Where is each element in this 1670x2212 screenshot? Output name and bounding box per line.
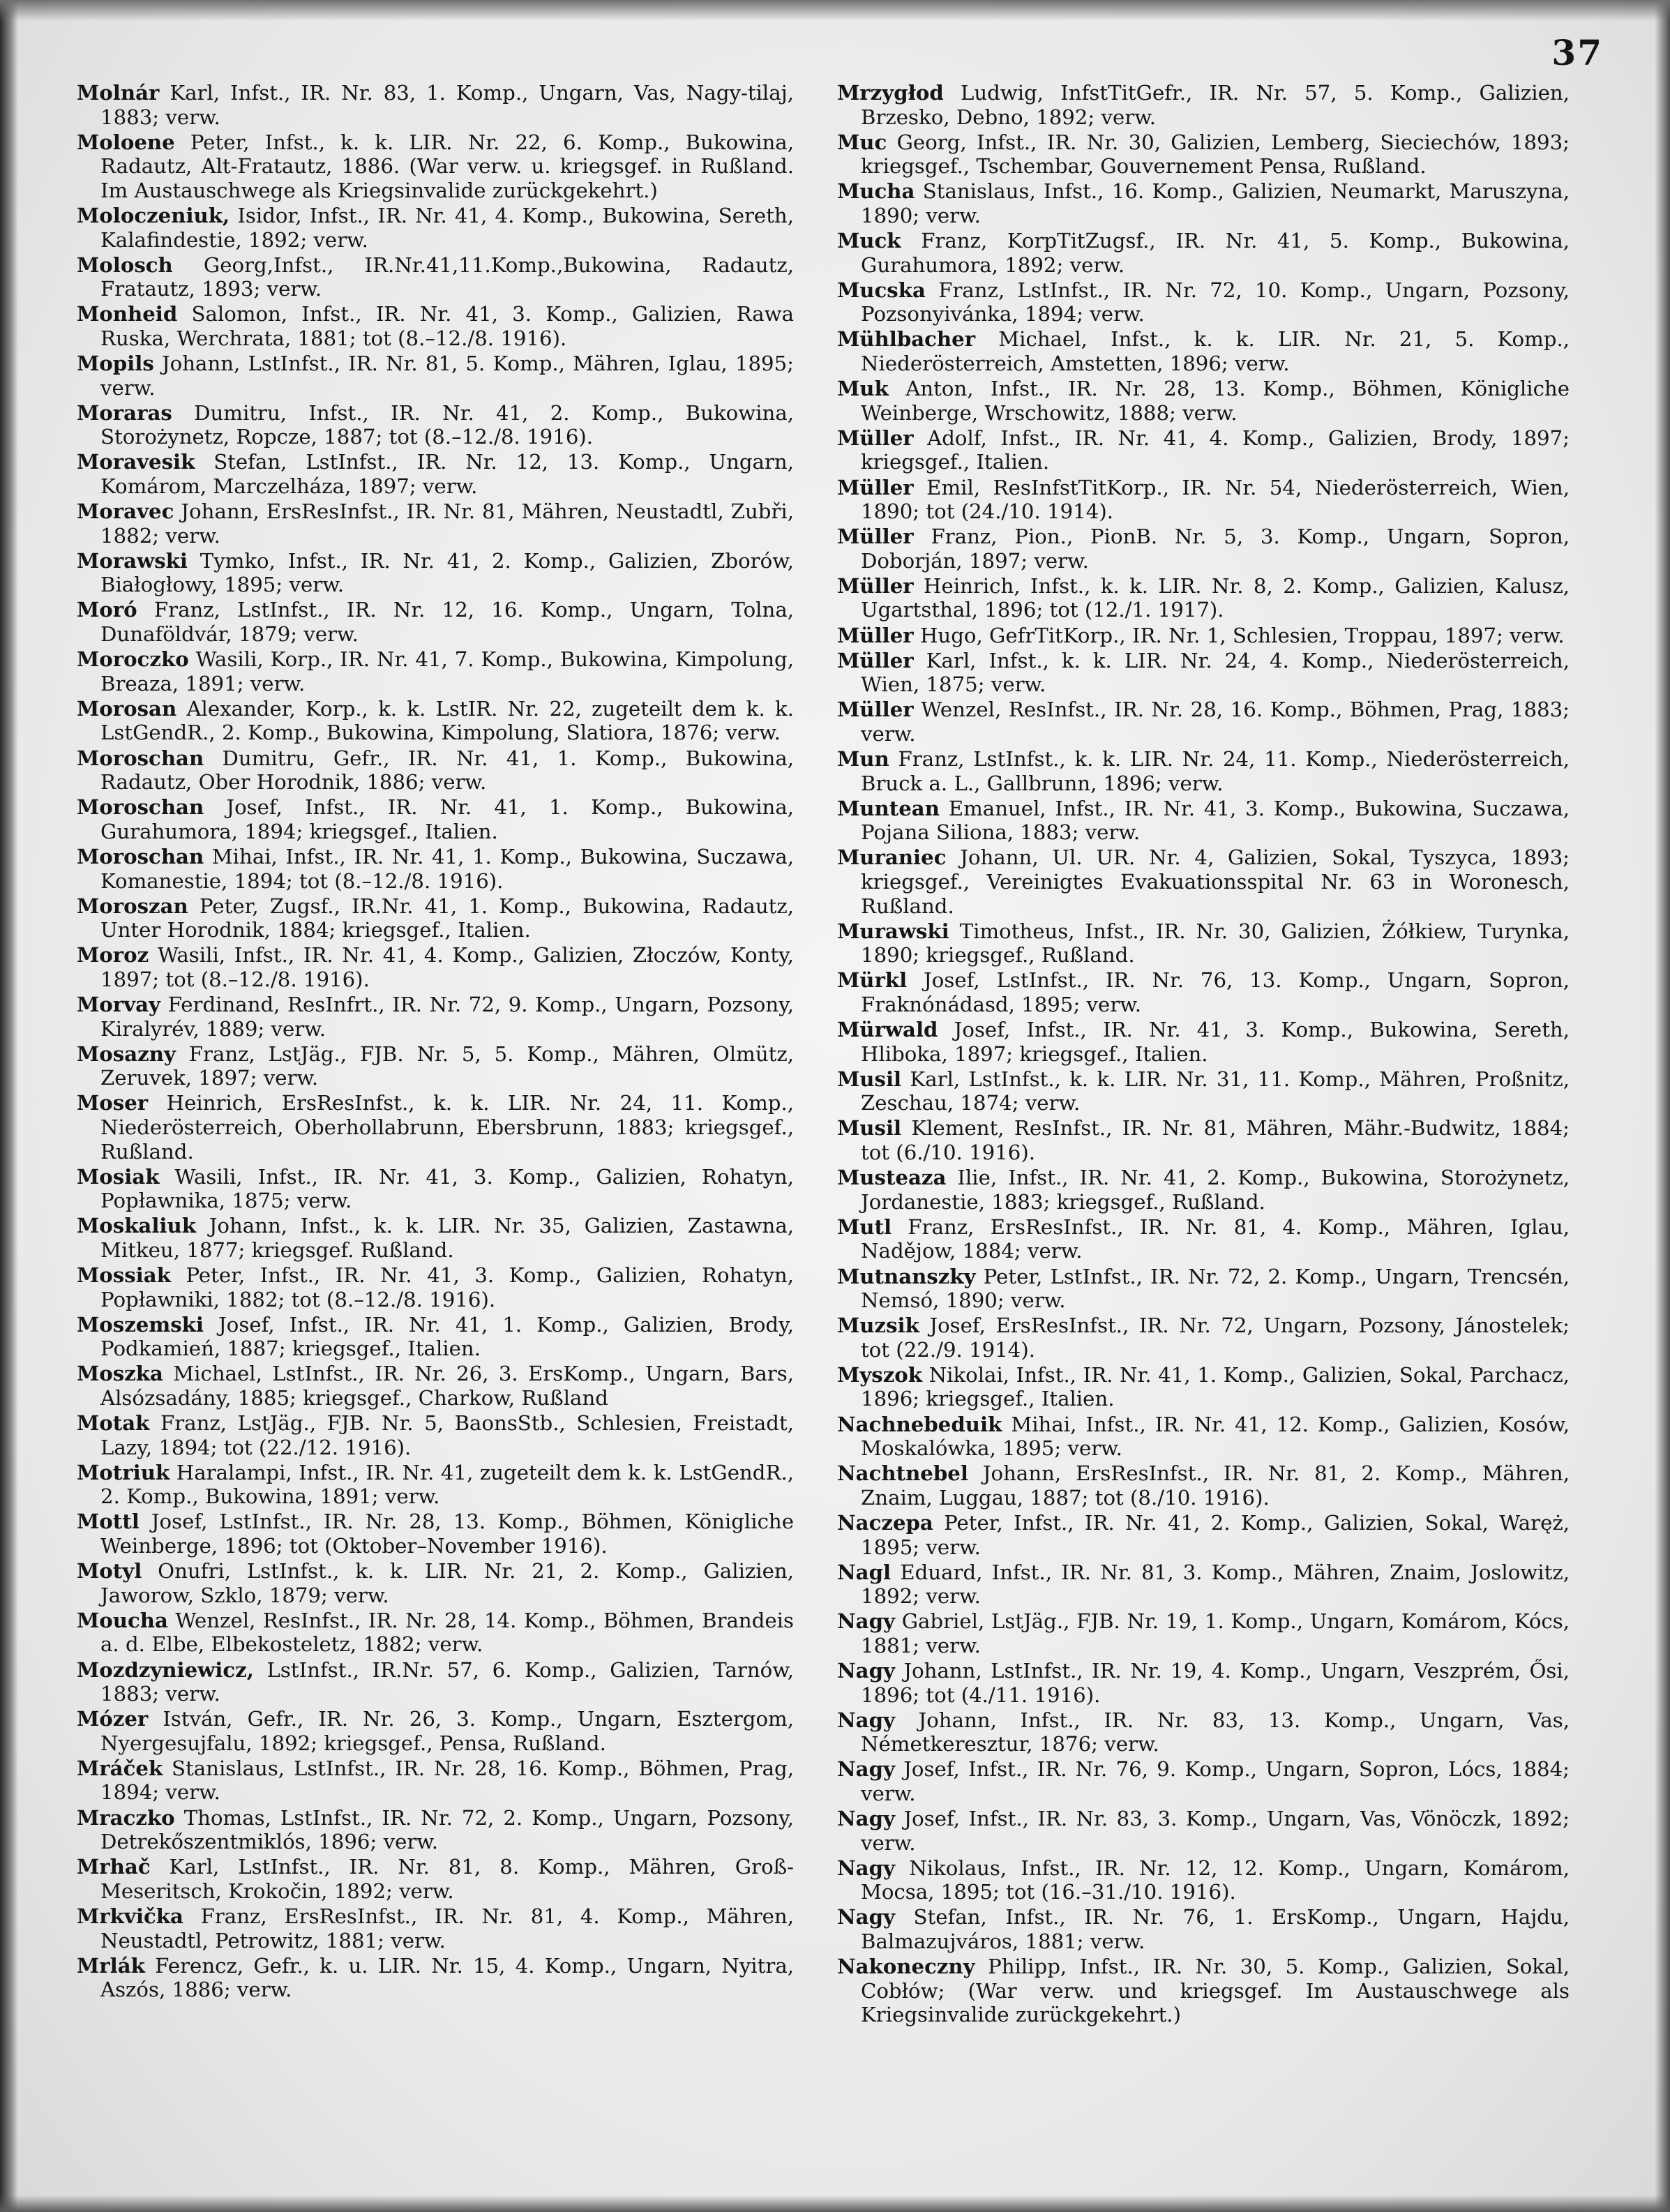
list-item [837,1363,1570,1411]
entry-surname: Musteaza [837,1166,947,1190]
entry-details: Philipp, Infst., IR. Nr. 30, 5. Komp., Galizien, Sokal, Cobłów; (War verw. und kriegsgef. Im Austauschwege als Kriegsinvalide zurückgekehrt.) [861,1955,1570,2027]
entry-details: Emanuel, Infst., IR. Nr. 41, 3. Komp., Bukowina, Suczawa, Pojana Siliona, 1883; verw. [861,796,1570,845]
list-item [77,993,794,1041]
entry-details: Johann, Ul. UR. Nr. 4, Galizien, Sokal, Tyszyca, 1893; kriegsgef., Vereinigtes Evakuationsspital Nr. 63 in Woronesch, Rußland. [861,845,1570,918]
entry-details: Klement, ResInfst., IR. Nr. 81, Mähren, Mähr.-Budwitz, 1884; tot (6./10. 1916). [861,1116,1570,1165]
entry-surname: Murawski [837,919,949,943]
entry-surname: Nagl [837,1560,892,1584]
right-column [837,81,1570,2028]
entry-surname: Müller [837,475,914,499]
list-item [837,1067,1570,1115]
entry-details: Michael, LstInfst., IR. Nr. 26, 3. ErsKomp., Ungarn, Bars, Alsózsadány, 1885; kriegsgef., Charkow, Rußland [100,1362,794,1410]
list-item [77,1954,794,2002]
entry-surname: Nagy [837,1856,895,1880]
list-item [77,1806,794,1854]
entry-details: Thomas, LstInfst., IR. Nr. 72, 2. Komp., Ungarn, Pozsony, Detrekőszentmiklós, 1896; verw. [100,1805,795,1854]
entry-details: Stanislaus, Infst., 16. Komp., Galizien, Neumarkt, Maruszyna, 1890; verw. [861,179,1570,227]
list-item [837,1215,1570,1263]
list-item [837,1461,1570,1510]
entry-surname: Mraczko [77,1805,175,1830]
entry-details: Franz, ErsResInfst., IR. Nr. 81, 4. Komp., Mähren, Iglau, Nadějow, 1884; verw. [861,1214,1570,1263]
entry-details: Hugo, GefrTitKorp., IR. Nr. 1, Schlesien, Troppau, 1897; verw. [919,623,1565,647]
entry-details: Mihai, Infst., IR. Nr. 41, 1. Komp., Bukowina, Suczawa, Komanestie, 1894; tot (8.–12./8. 1916). [100,844,795,893]
entry-details: Josef, Infst., IR. Nr. 41, 1. Komp., Galizien, Brody, Podkamień, 1887; kriegsgef., Italien. [100,1312,795,1361]
entry-surname: Mosazny [77,1041,176,1066]
list-item [837,179,1570,227]
entry-details: Timotheus, Infst., IR. Nr. 30, Galizien, Żółkiew, Turynka, 1890; kriegsgef., Rußland. [861,919,1570,968]
entry-surname: Mózer [77,1707,149,1731]
entry-surname: Motyl [77,1559,142,1583]
entry-surname: Moskaliuk [77,1214,196,1238]
entry-surname: Moser [77,1091,149,1115]
entry-surname: Mosiak [77,1164,160,1189]
scan-edge-top [0,0,1670,21]
entry-surname: Moravesik [77,450,195,474]
entry-surname: Mühlbacher [837,327,976,352]
list-item [837,377,1570,425]
entry-surname: Nachnebeduik [837,1412,1002,1436]
entry-surname: Musil [837,1067,902,1091]
entry-surname: Moucha [77,1608,168,1632]
entry-details: Franz, LstJäg., FJB. Nr. 5, 5. Komp., Mähren, Olmütz, Zeruvek, 1897; verw. [100,1041,795,1090]
entry-details: Dumitru, Gefr., IR. Nr. 41, 1. Komp., Bukowina, Radautz, Ober Horodnik, 1886; verw. [100,746,794,795]
entry-surname: Muraniec [837,845,947,870]
list-item [77,1855,794,1903]
entry-surname: Moroschan [77,795,204,820]
list-item [77,1756,794,1805]
entry-surname: Nagy [837,1905,895,1929]
entry-details: Gabriel, LstJäg., FJB. Nr. 19, 1. Komp., Ungarn, Komárom, Kócs, 1881; verw. [861,1609,1570,1657]
entry-details: Wasili, Korp., IR. Nr. 41, 7. Komp., Bukowina, Kimpolung, Breaza, 1891; verw. [100,647,795,695]
list-item [837,968,1570,1016]
entry-details: Josef, Infst., IR. Nr. 76, 9. Komp., Ungarn, Sopron, Lócs, 1884; verw. [861,1757,1570,1805]
list-item [77,845,794,893]
list-item [77,1609,794,1657]
entry-surname: Mozdzyniewicz, [77,1657,254,1682]
list-item [837,278,1570,326]
list-item [77,81,794,129]
list-item [837,574,1570,622]
entry-surname: Muntean [837,796,940,820]
list-item [77,1313,794,1361]
list-item [77,746,794,795]
list-item [77,795,794,843]
list-item [77,499,794,548]
list-item [77,943,794,991]
list-item [837,1757,1570,1805]
entry-surname: Müller [837,648,914,672]
entry-surname: Müller [837,698,914,722]
entry-details: Josef, Infst., IR. Nr. 41, 3. Komp., Bukowina, Sereth, Hliboka, 1897; kriegsgef., Italien. [861,1018,1570,1066]
entry-details: Stefan, LstInfst., IR. Nr. 12, 13. Komp., Ungarn, Komárom, Marczelháza, 1897; verw. [100,450,794,498]
entry-details: Karl, LstInfst., IR. Nr. 81, 8. Komp., Mähren, Groß-Meseritsch, Krokočin, 1892; verw. [100,1855,795,1903]
entry-surname: Nagy [837,1757,895,1782]
entry-details: Georg,Infst., IR.Nr.41,11.Komp.,Bukowina, Radautz, Fratautz, 1893; verw. [100,253,794,301]
list-item [77,1214,794,1262]
list-item [837,476,1570,524]
entry-surname: Müller [837,426,914,450]
entry-surname: Mutnanszky [837,1264,976,1288]
entry-details: Ilie, Infst., IR. Nr. 41, 2. Komp., Bukowina, Storożynetz, Jordanestie, 1883; kriegsgef., Rußland. [861,1166,1570,1214]
list-item [837,1560,1570,1609]
entry-details: LstInfst., IR.Nr. 57, 6. Komp., Galizien, Tarnów, 1883; verw. [100,1657,794,1706]
entry-surname: Nachtnebel [837,1461,968,1486]
entry-details: Isidor, Infst., IR. Nr. 41, 4. Komp., Bukowina, Sereth, Kalafindestie, 1892; verw. [100,203,794,252]
list-item [77,302,794,350]
entry-details: Johann, Infst., IR. Nr. 83, 13. Komp., Ungarn, Vas, Németkeresztur, 1876; verw. [861,1708,1570,1756]
entry-details: Heinrich, Infst., k. k. LIR. Nr. 8, 2. Komp., Galizien, Kalusz, Ugartsthal, 1896; tot (12./1. 1917). [861,573,1570,622]
entry-surname: Mráček [77,1756,163,1780]
entry-details: Nikolaus, Infst., IR. Nr. 12, 12. Komp., Ungarn, Komárom, Mocsa, 1895; tot (16.–31./10. 1916). [861,1856,1570,1904]
entry-details: Georg, Infst., IR. Nr. 30, Galizien, Lemberg, Sieciechów, 1893; kriegsgef., Tschembar, Gouvernement Pensa, Rußland. [861,130,1570,179]
entry-details: Karl, LstInfst., k. k. LIR. Nr. 31, 11. Komp., Mähren, Proßnitz, Zeschau, 1874; verw. [861,1067,1570,1115]
entry-surname: Muc [837,130,887,154]
entry-surname: Mucska [837,278,926,302]
list-item [837,130,1570,179]
entry-surname: Myszok [837,1362,922,1387]
list-item [837,229,1570,277]
list-item [837,525,1570,573]
entry-surname: Morvay [77,992,160,1016]
list-item [837,426,1570,474]
entry-details: Johann, Infst., k. k. LIR. Nr. 35, Galizien, Zastawna, Mitkeu, 1877; kriegsgef. Rußland. [100,1214,794,1262]
entry-details: Heinrich, ErsResInfst., k. k. LIR. Nr. 24, 11. Komp., Niederösterreich, Oberhollabrunn, Ebersbrunn, 1883; kriegsgef., Rußland. [100,1091,795,1164]
entry-details: Franz, LstInfst., IR. Nr. 72, 10. Komp., Ungarn, Pozsony, Pozsonyivánka, 1894; verw. [861,278,1570,326]
list-item [837,1955,1570,2027]
entry-surname: Naczepa [837,1510,933,1535]
entry-surname: Musil [837,1116,902,1141]
entry-surname: Moroschan [77,746,204,770]
list-item [837,1116,1570,1164]
entry-surname: Moszka [77,1362,163,1386]
entry-surname: Nakoneczny [837,1955,975,1979]
list-item [837,1511,1570,1559]
entry-surname: Moroz [77,943,149,968]
list-item [837,1659,1570,1707]
list-item [77,352,794,400]
list-item [837,845,1570,918]
entry-details: Franz, LstInfst., k. k. LIR. Nr. 24, 11. Komp., Niederösterreich, Bruck a. L., Gallbrunn, 1896; verw. [861,747,1570,795]
list-item [77,1165,794,1213]
scan-edge-bottom [0,2195,1670,2212]
entry-details: Franz, ErsResInfst., IR. Nr. 81, 4. Komp., Mähren, Neustadtl, Petrowitz, 1881; verw. [100,1904,794,1953]
entry-surname: Nagy [837,1659,895,1683]
entry-surname: Mrzygłod [837,81,944,105]
list-item [77,1091,794,1164]
entry-details: Stefan, Infst., IR. Nr. 76, 1. ErsKomp., Ungarn, Hajdu, Balmazujváros, 1881; verw. [861,1905,1570,1954]
entry-surname: Moroschan [77,844,204,868]
list-item [77,253,794,301]
entry-surname: Motak [77,1411,150,1436]
list-item [837,1314,1570,1362]
entry-details: Franz, LstInfst., IR. Nr. 12, 16. Komp., Ungarn, Tolna, Dunaföldvár, 1879; verw. [100,598,794,647]
list-item [77,401,794,449]
entry-surname: Muk [837,377,889,401]
entry-surname: Moravec [77,499,174,524]
list-item [837,1166,1570,1214]
list-item [77,1461,794,1509]
entry-surname: Mottl [77,1510,140,1534]
list-item [837,327,1570,375]
entry-surname: Mürkl [837,968,908,993]
list-item [77,697,794,745]
entry-details: Peter, Infst., k. k. LIR. Nr. 22, 6. Komp., Bukowina, Radautz, Alt-Fratautz, 1886. (War verw. u. kriegsgef. in Rußland. Im Austauschwege als Kriegsinvalide zurückgekehrt.) [100,130,794,202]
entry-details: Peter, Infst., IR. Nr. 41, 2. Komp., Galizien, Sokal, Waręż, 1895; verw. [861,1510,1570,1559]
entry-surname: Moraras [77,400,172,425]
list-item [77,1559,794,1607]
entry-details: Stanislaus, LstInfst., IR. Nr. 28, 16. Komp., Böhmen, Prag, 1894; verw. [100,1756,794,1805]
entry-surname: Molnár [77,81,160,105]
entry-details: Josef, ErsResInfst., IR. Nr. 72, Ungarn, Pozsony, Jánostelek; tot (22./9. 1914). [861,1314,1570,1362]
list-item [77,1042,794,1090]
list-item [837,81,1570,129]
entry-details: Wasili, Infst., IR. Nr. 41, 3. Komp., Galizien, Rohatyn, Popławnika, 1875; verw. [100,1164,795,1213]
entry-surname: Nagy [837,1609,895,1634]
list-item [77,1707,794,1755]
list-item [837,624,1570,648]
entry-surname: Mrkvička [77,1904,183,1928]
entry-details: Franz, LstJäg., FJB. Nr. 5, BaonsStb., Schlesien, Freistadt, Lazy, 1894; tot (22./12. 1916). [100,1411,794,1459]
entry-details: Karl, Infst., IR. Nr. 83, 1. Komp., Ungarn, Vas, Nagy-tilaj, 1883; verw. [100,81,794,129]
list-item [837,1856,1570,1904]
list-item [837,1708,1570,1756]
entry-surname: Molosch [77,253,173,277]
entry-surname: Muzsik [837,1314,919,1338]
entry-details: István, Gefr., IR. Nr. 26, 3. Komp., Ungarn, Esztergom, Nyergesujfalu, 1892; kriegsgef., Pensa, Rußland. [100,1707,795,1755]
list-item [77,1263,794,1311]
list-item [77,1411,794,1459]
list-item [77,894,794,942]
entry-details: Johann, LstInfst., IR. Nr. 19, 4. Komp., Ungarn, Veszprém, Ősi, 1896; tot (4./11. 1916). [861,1659,1570,1707]
list-item [837,1018,1570,1066]
entry-details: Tymko, Infst., IR. Nr. 41, 2. Komp., Galizien, Zborów, Białogłowy, 1895; verw. [100,548,795,597]
entry-surname: Morosan [77,696,177,721]
entry-details: Peter, Zugsf., IR.Nr. 41, 1. Komp., Bukowina, Radautz, Unter Horodnik, 1884; kriegsgef., Italien. [100,894,794,942]
entry-surname: Morawski [77,548,188,573]
entry-surname: Mrhač [77,1855,151,1879]
entry-surname: Moró [77,598,137,622]
entry-details: Emil, ResInfstTitKorp., IR. Nr. 54, Niederösterreich, Wien, 1890; tot (24./10. 1914). [861,475,1570,524]
entry-surname: Mürwald [837,1018,938,1042]
list-item [837,919,1570,968]
entry-details: Anton, Infst., IR. Nr. 28, 13. Komp., Böhmen, Königliche Weinberge, Wrschowitz, 1888; verw. [861,377,1570,425]
entry-surname: Mopils [77,352,154,376]
list-item [837,649,1570,697]
entry-surname: Müller [837,623,914,647]
entry-surname: Mrlák [77,1953,145,1978]
entry-surname: Muck [837,229,901,253]
entry-details: Franz, Pion., PionB. Nr. 5, 3. Komp., Ungarn, Sopron, Doborján, 1897; verw. [861,525,1570,573]
list-item [77,130,794,203]
entry-details: Wenzel, ResInfst., IR. Nr. 28, 16. Komp., Böhmen, Prag, 1883; verw. [861,698,1570,746]
list-item [77,598,794,646]
left-column [77,81,794,2003]
entry-details: Josef, LstInfst., IR. Nr. 76, 13. Komp., Ungarn, Sopron, Fraknónádasd, 1895; verw. [861,968,1570,1016]
list-item [77,450,794,498]
list-item [837,1609,1570,1657]
entry-details: Michael, Infst., k. k. LIR. Nr. 21, 5. Komp., Niederösterreich, Amstetten, 1896; verw. [861,327,1570,376]
entry-surname: Moloczeniuk, [77,203,230,227]
list-item [77,1658,794,1706]
entry-surname: Müller [837,525,914,549]
list-item [837,797,1570,845]
entry-details: Franz, KorpTitZugsf., IR. Nr. 41, 5. Komp., Bukowina, Gurahumora, 1892; verw. [861,229,1570,277]
entry-details: Wasili, Infst., IR. Nr. 41, 4. Komp., Galizien, Złoczów, Konty, 1897; tot (8.–12./8. 1916). [100,943,794,991]
list-item [77,647,794,695]
entry-details: Karl, Infst., k. k. LIR. Nr. 24, 4. Komp., Niederösterreich, Wien, 1875; verw. [861,648,1570,697]
scan-edge-left [0,0,18,2212]
entry-details: Mihai, Infst., IR. Nr. 41, 12. Komp., Galizien, Kosów, Moskalówka, 1895; verw. [861,1412,1570,1461]
entry-details: Peter, LstInfst., IR. Nr. 72, 2. Komp., Ungarn, Trencsén, Nemsó, 1890; verw. [861,1264,1570,1313]
entry-details: Haralampi, Infst., IR. Nr. 41, zugeteilt dem k. k. LstGendR., 2. Komp., Bukowina, 1891; verw. [100,1460,795,1509]
entry-details: Josef, LstInfst., IR. Nr. 28, 13. Komp., Böhmen, Königliche Weinberge, 1896; tot (Oktober–November 1916). [100,1510,794,1558]
entry-details: Eduard, Infst., IR. Nr. 81, 3. Komp., Mähren, Znaim, Joslowitz, 1892; verw. [861,1560,1570,1609]
entry-surname: Monheid [77,302,178,326]
entry-surname: Nagy [837,1807,895,1831]
entry-surname: Moroszan [77,894,188,918]
list-item [77,1904,794,1953]
list-item [837,1905,1570,1953]
entry-details: Josef, Infst., IR. Nr. 83, 3. Komp., Ungarn, Vas, Vönöczk, 1892; verw. [861,1807,1570,1855]
entry-details: Wenzel, ResInfst., IR. Nr. 28, 14. Komp., Böhmen, Brandeis a. d. Elbe, Elbekosteletz, 1882; verw. [100,1608,794,1657]
entry-details: Salomon, Infst., IR. Nr. 41, 3. Komp., Galizien, Rawa Ruska, Werchrata, 1881; tot (8.–12./8. 1916). [100,302,794,350]
entry-surname: Mun [837,747,889,772]
entry-details: Johann, LstInfst., IR. Nr. 81, 5. Komp., Mähren, Iglau, 1895; verw. [100,352,794,400]
entry-surname: Nagy [837,1708,895,1732]
entry-surname: Mucha [837,179,915,204]
list-item [77,1510,794,1558]
entry-details: Josef, Infst., IR. Nr. 41, 1. Komp., Bukowina, Gurahumora, 1894; kriegsgef., Italien. [100,795,795,843]
scan-edge-right [1655,0,1670,2212]
entry-surname: Mutl [837,1214,892,1239]
entry-details: Nikolai, Infst., IR. Nr. 41, 1. Komp., Galizien, Sokal, Parchacz, 1896; kriegsgef., Italien. [861,1362,1570,1411]
entry-details: Ludwig, InfstTitGefr., IR. Nr. 57, 5. Komp., Galizien, Brzesko, Debno, 1892; verw. [861,81,1570,129]
list-item [77,1362,794,1410]
entry-details: Dumitru, Infst., IR. Nr. 41, 2. Komp., Bukowina, Storożynetz, Ropcze, 1887; tot (8.–12./8. 1916). [100,400,795,449]
entry-details: Peter, Infst., IR. Nr. 41, 3. Komp., Galizien, Rohatyn, Popławniki, 1882; tot (8.–12./8. 1916). [100,1263,795,1311]
entry-surname: Moloene [77,130,175,154]
entry-details: Adolf, Infst., IR. Nr. 41, 4. Komp., Galizien, Brody, 1897; kriegsgef., Italien. [861,426,1570,474]
list-item [77,204,794,252]
entry-surname: Moroczko [77,647,189,672]
list-item [837,1807,1570,1855]
entry-details: Alexander, Korp., k. k. LstIR. Nr. 22, zugeteilt dem k. k. LstGendR., 2. Komp., Bukowina, Kimpolung, Slatiora, 1876; verw. [100,696,794,745]
entry-surname: Mossiak [77,1263,171,1287]
list-item [837,1265,1570,1313]
list-item [837,1413,1570,1461]
entry-details: Onufri, LstInfst., k. k. LIR. Nr. 21, 2. Komp., Galizien, Jaworow, Szklo, 1879; verw. [100,1559,794,1607]
entry-details: Johann, ErsResInfst., IR. Nr. 81, Mähren, Neustadtl, Zubři, 1882; verw. [100,499,795,548]
list-item [837,747,1570,795]
entry-surname: Motriuk [77,1460,170,1484]
entry-surname: Moszemski [77,1312,204,1337]
page-number: 37 [1551,32,1603,73]
entry-details: Ferdinand, ResInfrt., IR. Nr. 72, 9. Komp., Ungarn, Pozsony, Kiralyrév, 1889; verw. [100,992,795,1041]
list-item [837,698,1570,746]
list-item [77,549,794,597]
entry-details: Johann, ErsResInfst., IR. Nr. 81, 2. Komp., Mähren, Znaim, Luggau, 1887; tot (8./10. 1916). [861,1461,1570,1510]
entry-details: Ferencz, Gefr., k. u. LIR. Nr. 15, 4. Komp., Ungarn, Nyitra, Aszós, 1886; verw. [100,1953,795,2002]
entry-surname: Müller [837,573,914,598]
